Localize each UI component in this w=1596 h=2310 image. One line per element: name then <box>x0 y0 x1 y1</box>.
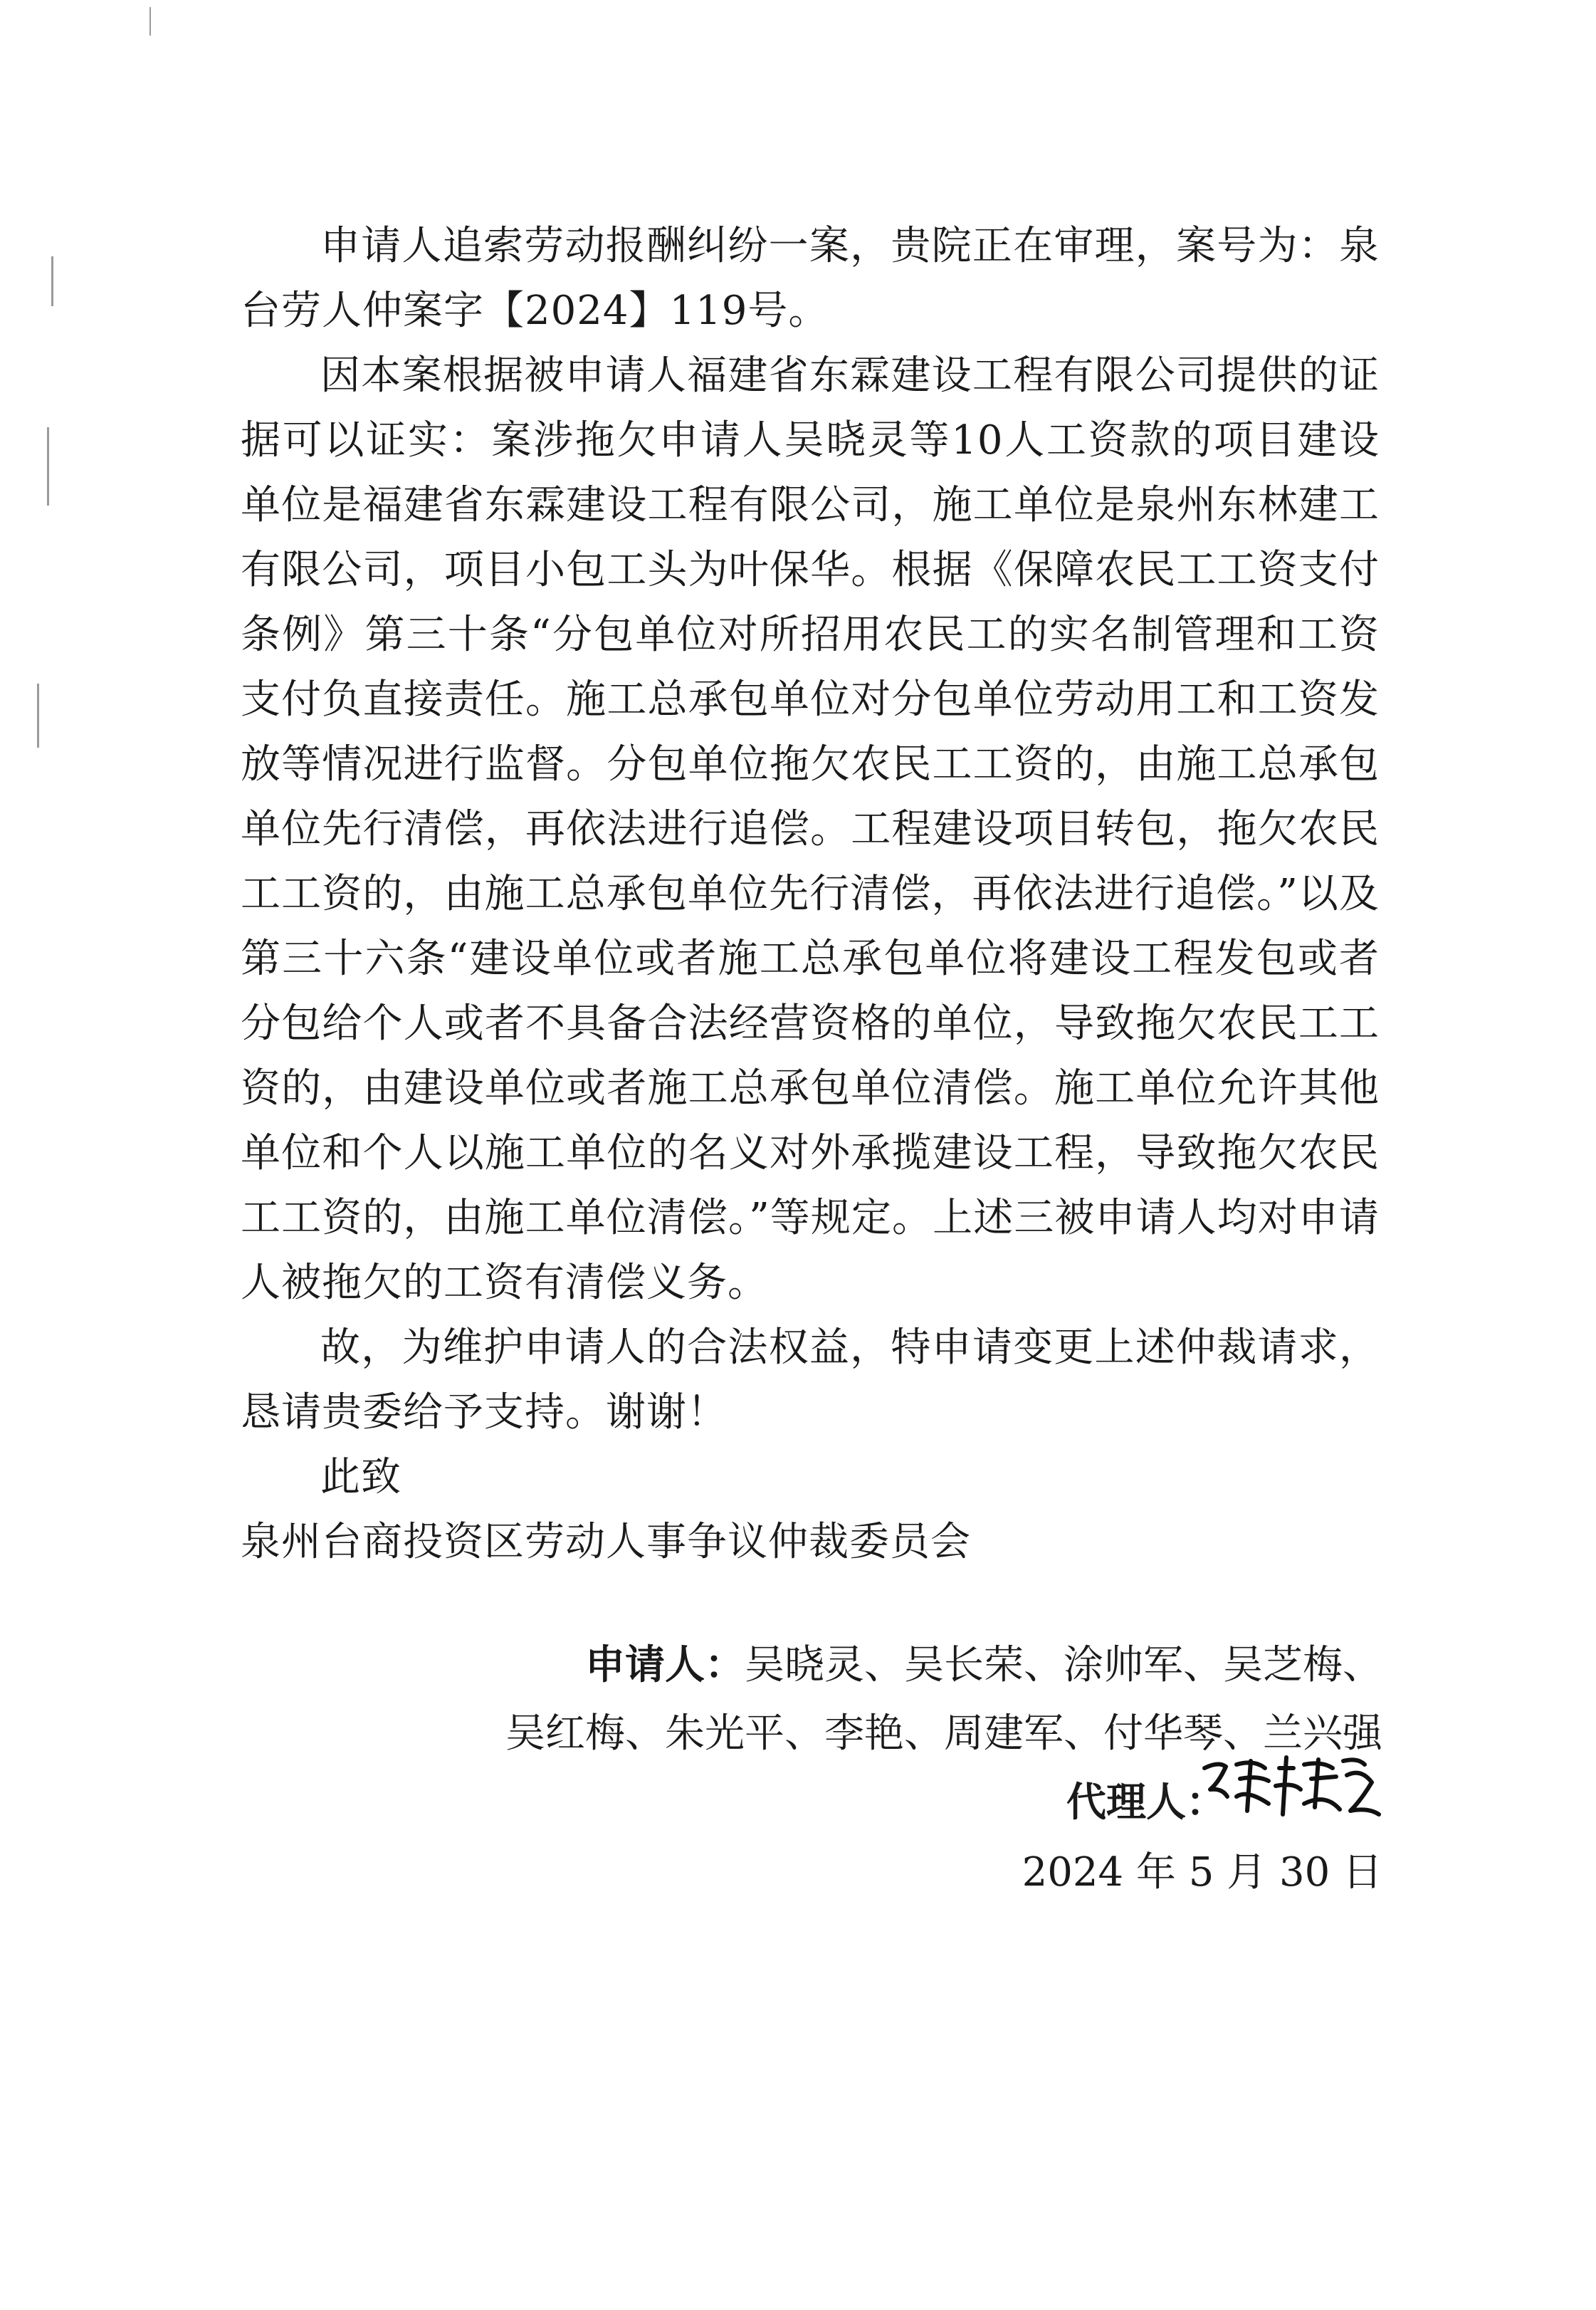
agent-line <box>386 1768 1382 1837</box>
document-date: 2024 年 5 月 30 日 <box>1022 1849 1382 1896</box>
scan-artifact <box>37 684 39 748</box>
letter-body <box>241 214 1380 1574</box>
paragraph-request: 故，为维护申请人的合法权益，特申请变更上述仲裁请求，恳请贵委给予支持。谢谢！ <box>241 1324 1380 1436</box>
scan-artifact <box>47 427 49 506</box>
applicant-label: 申请人： <box>585 1641 745 1688</box>
applicants-names-1: 吴晓灵、吴长荣、涂帅军、吴芝梅、 <box>745 1642 1382 1688</box>
paragraph-case-number: 申请人追索劳动报酬纠纷一案，贵院正在审理，案号为：泉台劳人仲案字【2024】119号。 <box>241 223 1380 334</box>
scan-artifact <box>51 256 53 306</box>
scan-artifact <box>149 7 151 36</box>
addressee: 泉州台商投资区劳动人事争议仲裁委员会 <box>241 1519 971 1565</box>
applicants-line-1 <box>386 1631 1382 1700</box>
salutation: 此致 <box>320 1454 401 1500</box>
agent-handwritten-signature <box>1197 1747 1382 1825</box>
signature-block <box>386 1631 1382 1837</box>
applicants-line-2: 吴红梅、朱光平、李艳、周建军、付华琴、兰兴强 <box>505 1710 1382 1757</box>
paragraph-reasons: 因本案根据被申请人福建省东霖建设工程有限公司提供的证据可以证实：案涉拖欠申请人吴晓灵等10人工资款的项目建设单位是福建省东霖建设工程有限公司，施工单位是泉州东林建工有限公司，项目小包工头为叶保华。根据《保障农民工工资支付条例》第三十条“分包单位对所招用农民工的实名制管理和工资支付负直接责任。施工总承包单位对分包单位劳动用工和工资发放等情况进行监督。分包单位拖欠农民工工资的，由施工总承包单位先行清偿，再依法进行追偿。工程建设项目转包，拖欠农民工工资的，由施工总承包单位先行清偿，再依法进行追偿。”以及第三十六条“建设单位或者施工总承包单位将建设工程发包或者分包给个人或者不具备合法经营资格的单位，导致拖欠农民工工资的，由建设单位或者施工总承包单位清偿。施工单位允许其他单位和个人以施工单位的名义对外承揽建设工程，导致拖欠农民工工资的，由施工单位清偿。”等规定。上述三被申请人均对申请人被拖欠的工资有清偿义务。 <box>241 352 1380 1306</box>
agent-label: 代理人： <box>1066 1779 1226 1826</box>
